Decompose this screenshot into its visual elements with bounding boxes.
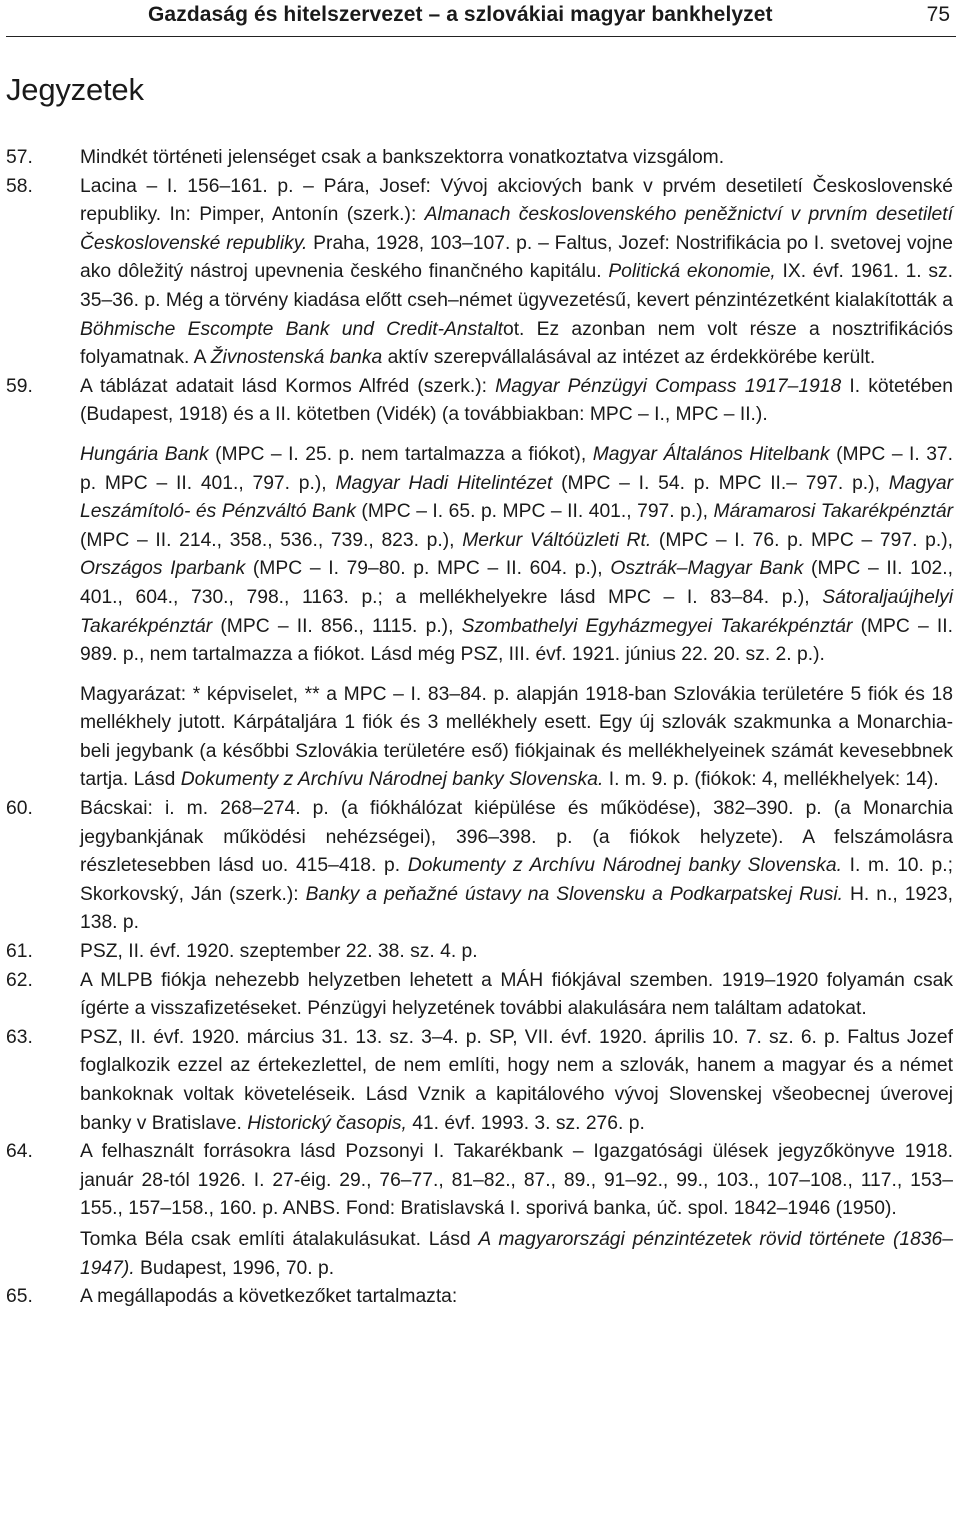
note-text: (MPC – I. 76. p. MPC – 797. p.), xyxy=(651,529,953,551)
italic-title-text: Böhmische Escompte Bank und Credit-Anstalt xyxy=(80,318,503,340)
italic-title-text: Magyar Általános Hitelbank xyxy=(592,443,830,465)
footnote-paragraph xyxy=(80,1226,953,1283)
italic-title-text: Szombathelyi Egyházmegyei Takarékpénztár xyxy=(461,615,853,637)
footnote-65 xyxy=(0,1283,960,1312)
footnote-body xyxy=(80,938,953,967)
note-text: (MPC – I. 79–80. p. MPC – II. 604. p.), xyxy=(245,558,611,580)
note-text: Mindkét történeti jelenséget csak a bankszektorra vonatkoztatva vizsgálom. xyxy=(80,147,725,168)
footnote-61 xyxy=(0,938,960,967)
footnote-paragraph xyxy=(80,441,953,670)
note-text: A megállapodás a következőket tartalmazta: xyxy=(80,1286,458,1308)
page-number: 75 xyxy=(926,3,950,26)
footnote-body xyxy=(80,373,953,795)
note-text: A felhasznált forrásokra lásd Pozsonyi I. Takarékbank – Igazgatósági ülések jegyzőkönyve 1918. január 28-tól 1926. I. 27-éig. 29., 76–77., 81–82., 87., 89., 91–92., 99., 103., 107–108., 117., 153–155., 157–158., 160. p. ANBS. Fond: Bratislavská I. sporivá banka, úč. spol. 1842–1946 (1950). xyxy=(80,1141,953,1220)
note-text: aktív szerepvállalásával az intézet az érdekkörébe került. xyxy=(382,347,876,369)
note-text: I. kötetében (Budapest, 1918) és a II. kötetben (Vidék) (a továbbiakban: MPC – I., MPC – II.). xyxy=(80,375,953,426)
footnote-paragraph xyxy=(80,967,953,1024)
footnote-57 xyxy=(0,144,960,173)
italic-title-text: Almanach československého peněžnictví v prvním desetiletí Československé republiky. xyxy=(80,204,953,254)
footnote-body xyxy=(80,967,953,1024)
note-text: H. n., 1923, 138. p. xyxy=(80,883,953,934)
italic-title-text: Merkur Váltóüzleti Rt. xyxy=(462,529,652,551)
notes-list xyxy=(0,144,960,1312)
italic-title-text: Dokumenty z Archívu Národnej banky Slovenska. xyxy=(180,769,604,791)
italic-title-text: Historický časopis, xyxy=(247,1112,407,1134)
footnote-63 xyxy=(0,1024,960,1138)
note-text: (MPC – I. 65. p. MPC – II. 401., 797. p.), xyxy=(355,501,714,523)
italic-title-text: Živnostenská banka xyxy=(210,347,383,369)
note-text: ot. Ez azonban nem volt része a nosztrifikációs folyamatnak. A xyxy=(80,318,953,369)
running-title: Gazdaság és hitelszervezet – a szlovákiai magyar bankhelyzet xyxy=(148,3,773,26)
note-text: (MPC – II. 989. p., nem tartalmazza a fiókot. Lásd még PSZ, III. évf. 1921. június 22. 20. sz. 2. p.). xyxy=(80,615,953,666)
footnote-number: 65. xyxy=(6,1286,33,1308)
note-text: I. m. 9. p. (fiókok: 4, mellékhelyek: 14). xyxy=(603,769,939,791)
footnote-body xyxy=(80,173,953,373)
note-text: A MLPB fiókja nehezebb helyzetben lehetett a MÁH fiókjával szemben. 1919–1920 folyamán csak ígérte a visszafizetéseket. Pénzügyi helyzetének további alakulására nem találtam adatokat. xyxy=(80,969,953,1020)
note-text: IX. évf. 1961. 1. sz. 35–36. p. Még a törvény kiadása előtt cseh–német ügyvezetésű, kevert pénzintézetként kialakították a xyxy=(80,261,953,311)
note-text: (MPC – I. 37. p. MPC – II. 401., 797. p.), xyxy=(80,443,954,494)
footnote-body xyxy=(80,144,953,173)
footnote-body xyxy=(80,1138,953,1283)
italic-title-text: Osztrák–Magyar Bank xyxy=(610,558,804,580)
footnote-paragraph xyxy=(80,1138,953,1224)
note-text: Praha, 1928, 103–107. p. – Faltus, Jozef: Nostrifikácia po I. svetovej vojne ako dôležitý nástroj upevnenia českého finančného kapitálu. xyxy=(80,232,953,283)
footnote-number: 63. xyxy=(6,1026,33,1048)
footnote-62 xyxy=(0,967,960,1024)
footnote-number: 57. xyxy=(6,147,33,168)
footnote-paragraph xyxy=(80,1283,953,1312)
footnote-paragraph xyxy=(80,1024,953,1138)
note-text: (MPC – II. 856., 1115. p.), xyxy=(212,615,462,637)
note-text: Magyarázat: * képviselet, ** a MPC – I. 83–84. p. alapján 1918-ban Szlovákia területére 5 fiók és 18 mellékhely jutott. Kárpátaljára 1 fiók és 3 mellékhely esett. Egy új szlovák szakmunka a Monarchia-beli jegybank (a későbbi Szlovákia területére eső) fiókjainak és mellékhelyeinek számát kevesebbnek tartja. Lásd xyxy=(80,683,953,791)
footnote-59 xyxy=(0,373,960,795)
note-text: PSZ, II. évf. 1920. március 31. 13. sz. 3–4. p. SP, VII. évf. 1920. április 10. 7. sz. 6. p. Faltus Jozef foglalkozik ezzel az értekezlettel, de nem említi, hogy nem a szlovák, hanem a magyar és a német bankoknak voltak követeléseik. Lásd Vznik a kapitálového vývoj Slovenskej všeobecnej úverovej banky v Bratislave. xyxy=(80,1026,953,1134)
footnote-number: 59. xyxy=(6,375,33,397)
footnote-paragraph xyxy=(80,795,953,938)
footnote-number: 64. xyxy=(6,1141,33,1163)
italic-title-text: Dokumenty z Archívu Národnej banky Slovenska. xyxy=(407,855,842,877)
footnote-paragraph xyxy=(80,144,953,173)
footnote-60 xyxy=(0,795,960,938)
footnote-paragraph xyxy=(80,681,953,795)
header-rule xyxy=(6,36,956,37)
footnote-paragraph xyxy=(80,938,953,967)
note-text: (MPC – I. 25. p. nem tartalmazza a fiókot), xyxy=(208,443,593,465)
note-text: 41. évf. 1993. 3. sz. 276. p. xyxy=(406,1112,645,1134)
italic-title-text: Máramarosi Takarékpénztár xyxy=(713,501,953,523)
italic-title-text: Magyar Hadi Hitelintézet xyxy=(335,472,553,494)
note-text: (MPC – II. 102., 401., 604., 730., 798., 1163. p.; a mellékhelyekre lásd MPC – I. 83–84. p.), xyxy=(80,558,953,608)
note-text: PSZ, II. évf. 1920. szeptember 22. 38. sz. 4. p. xyxy=(80,941,478,963)
note-text: (MPC – II. 214., 358., 536., 739., 823. p.), xyxy=(80,529,463,551)
italic-title-text: Politická ekonomie, xyxy=(608,261,776,283)
footnote-paragraph xyxy=(80,173,953,373)
footnote-number: 58. xyxy=(6,175,33,197)
footnote-paragraph xyxy=(80,373,953,430)
italic-title-text: Sátoraljaújhelyi Takarékpénztár xyxy=(80,586,953,637)
italic-title-text: Magyar Leszámítoló- és Pénzváltó Bank xyxy=(80,472,954,523)
section-title: Jegyzetek xyxy=(6,72,144,107)
italic-title-text: A magyarországi pénzintézetek rövid története (1836–1947). xyxy=(80,1228,953,1279)
note-text: I. m. 10. p.; Skorkovský, Ján (szerk.): xyxy=(80,855,953,905)
footnote-body xyxy=(80,1283,953,1312)
footnote-number: 62. xyxy=(6,969,33,991)
note-text: (MPC – I. 54. p. MPC II.– 797. p.), xyxy=(552,472,889,494)
note-text: Budapest, 1996, 70. p. xyxy=(134,1257,335,1279)
footnote-body xyxy=(80,1024,953,1138)
note-text: Lacina – I. 156–161. p. – Pára, Josef: Vývoj akciových bank v prvém desetiletí Československé republiky. In: Pimper, Antonín (szerk.): xyxy=(80,175,953,226)
note-text: A táblázat adatait lásd Kormos Alfréd (szerk.): xyxy=(80,375,496,397)
italic-title-text: Magyar Pénzügyi Compass 1917–1918 xyxy=(495,375,842,397)
footnote-64 xyxy=(0,1138,960,1283)
footnote-number: 61. xyxy=(6,941,33,963)
footnote-number: 60. xyxy=(6,798,33,820)
note-text: Bácskai: i. m. 268–274. p. (a fiókhálózat kiépülése és működése), 382–390. p. (a Monarchia jegybankjának működési nehézségei), 396–398. p. (a fiókok helyzete). A felszámolásra részletesebben lásd uo. 415–418. p. xyxy=(80,798,953,877)
italic-title-text: Országos Iparbank xyxy=(80,558,246,580)
footnote-body xyxy=(80,795,953,938)
italic-title-text: Banky a peňažné ústavy na Slovensku a Podkarpatskej Rusi. xyxy=(305,883,843,905)
page-header xyxy=(0,0,960,36)
italic-title-text: Hungária Bank xyxy=(80,443,209,465)
footnote-58 xyxy=(0,173,960,373)
note-text: Tomka Béla csak említi átalakulásukat. Lásd xyxy=(80,1228,479,1250)
